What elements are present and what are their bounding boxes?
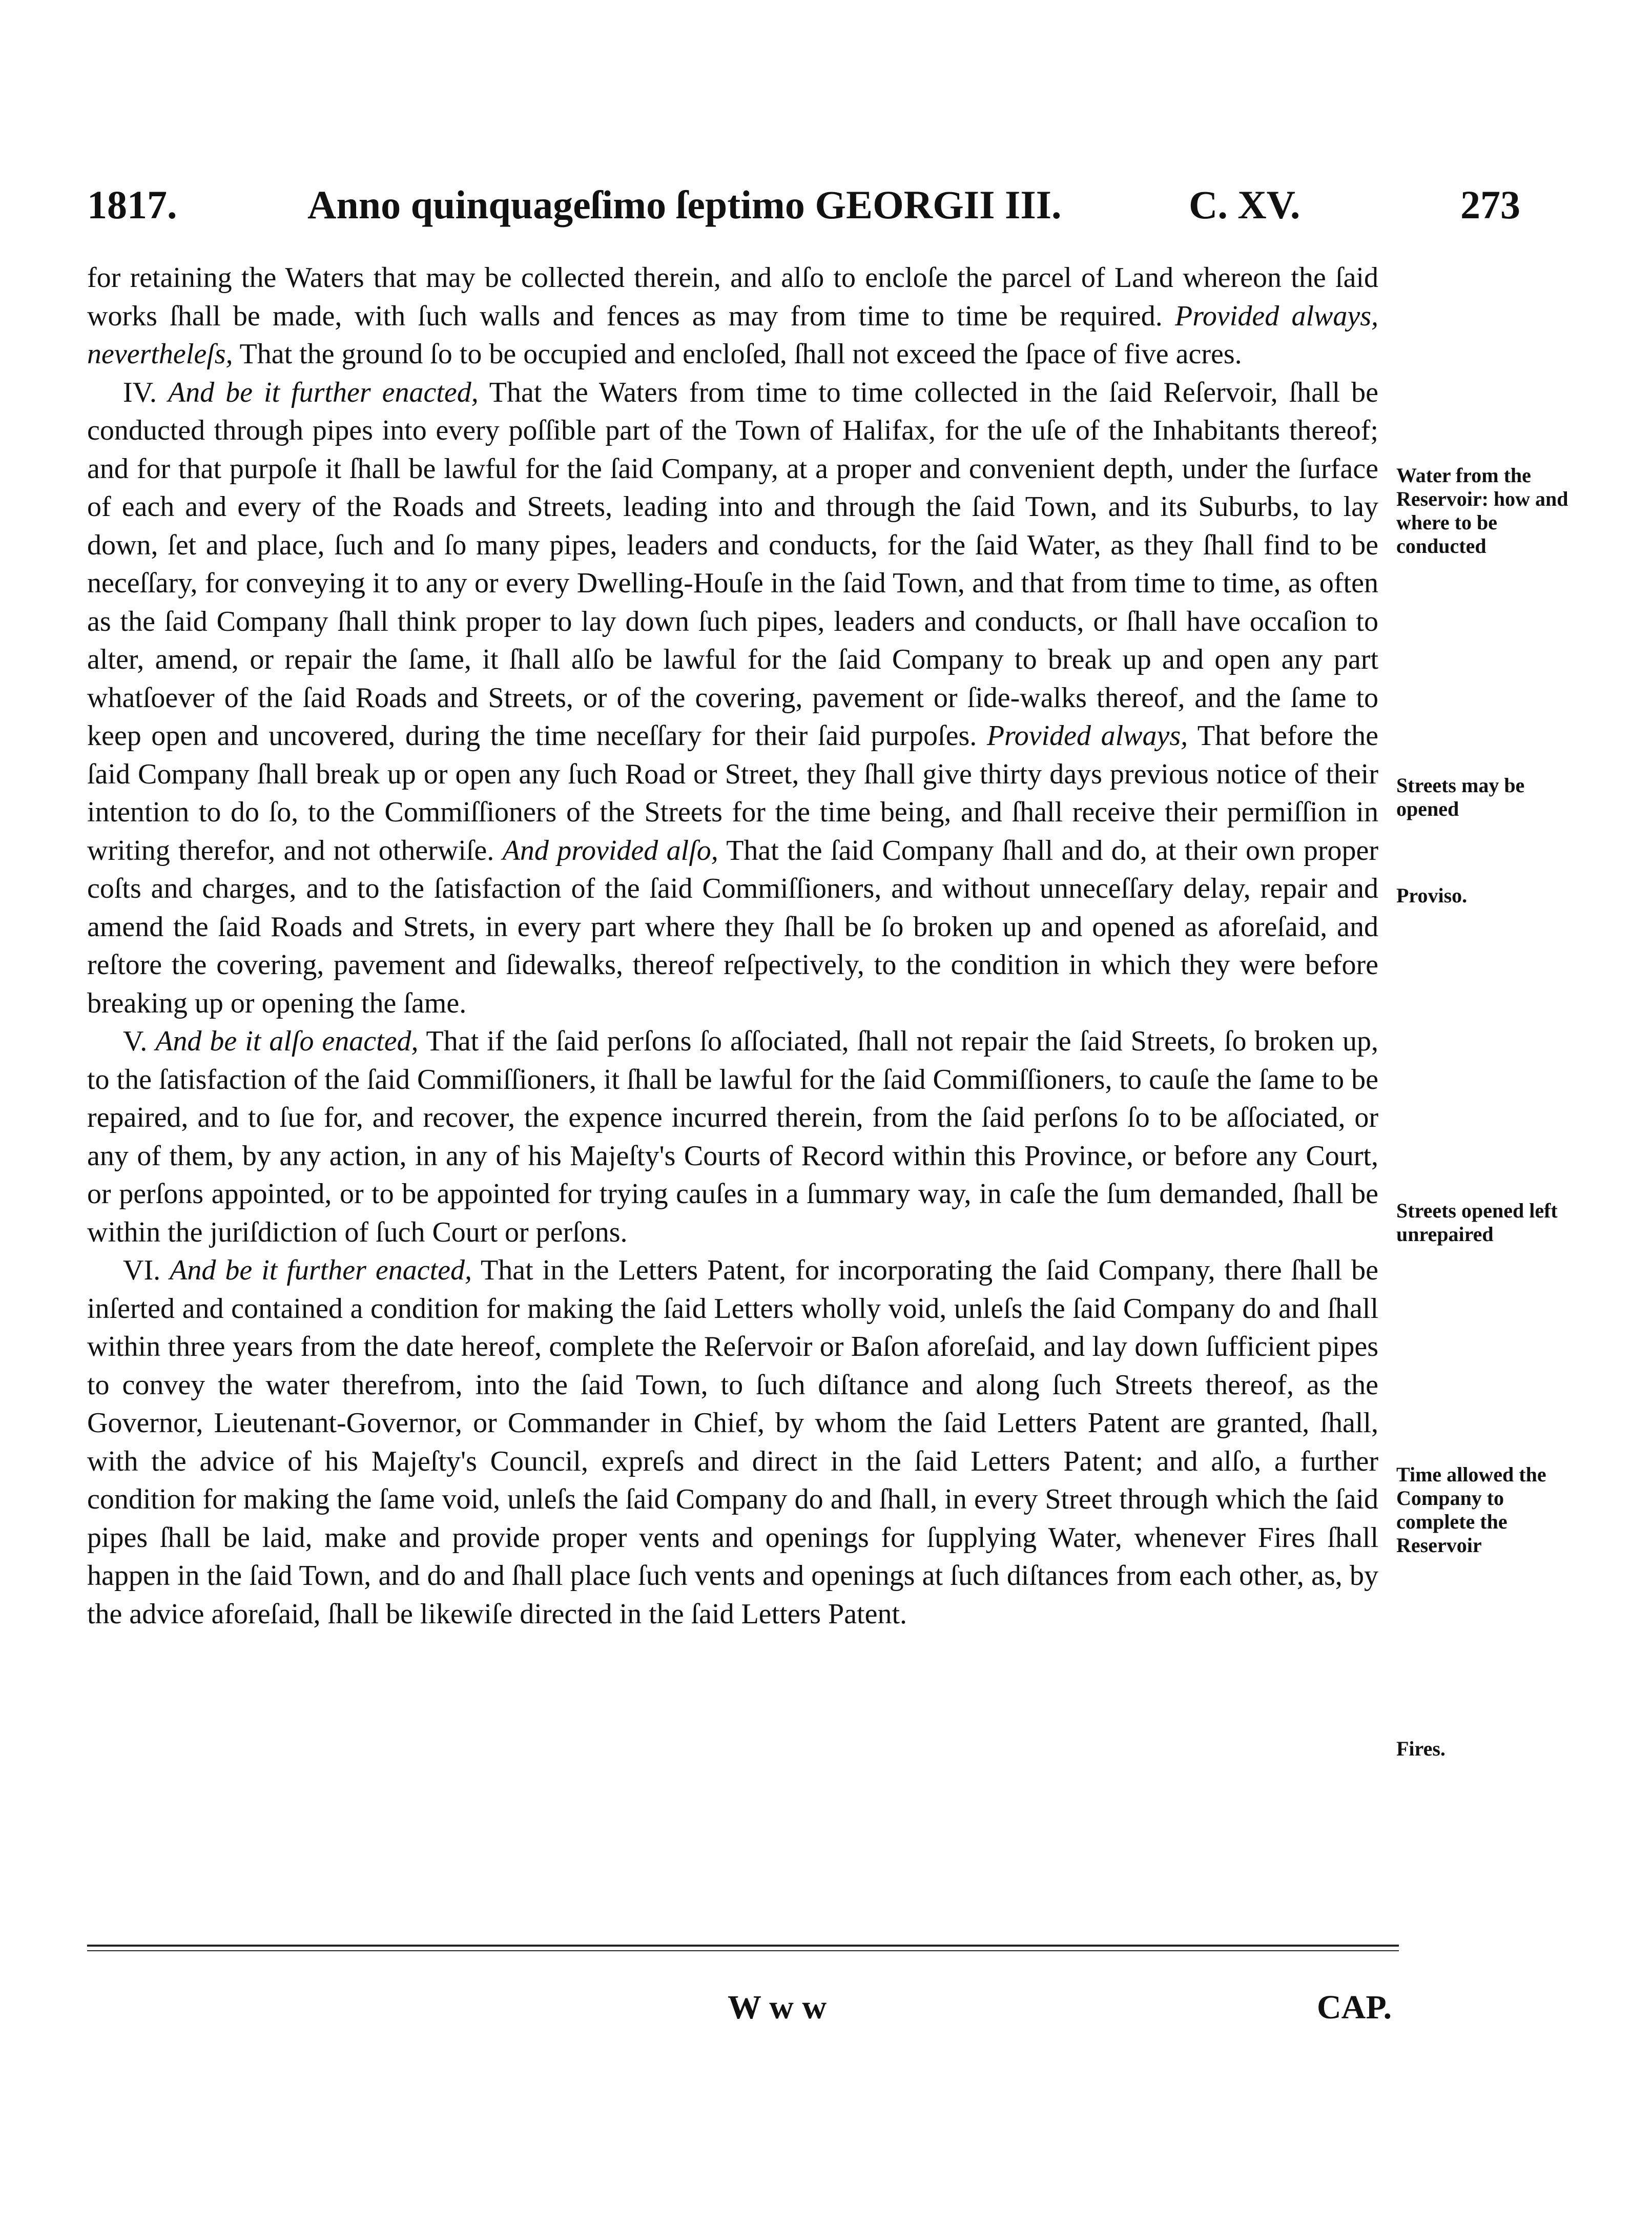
section-text: That the ſaid Company ſhall and do, at their own proper coſts and charges, and to the ſatisfaction of the ſaid Commiſſioners, and without unneceſſary delay, repair and amend the ſaid Roads and Strets, in every part where they ſhall be ſo broken up and opened as aforeſaid, and reſtore the covering, pavement and ſidewalks, thereof reſpectively, to the condition in which they were before breaking up or opening the ſame. (87, 834, 1379, 1019)
section-number: IV. (123, 376, 157, 408)
section-vi (87, 1251, 1378, 1633)
footer-rule (87, 1945, 1399, 1947)
footer-rule-thin (87, 1950, 1399, 1951)
proviso-phrase: And provided alſo, (502, 834, 718, 866)
header-title: Anno quinquageſimo ſeptimo GEORGII III. (307, 182, 1062, 227)
enacting-phrase: And be it further enacted, (170, 1254, 472, 1286)
margin-note-streets-opened: Streets may be opened (1396, 774, 1525, 820)
header-chapter: C. XV. (1189, 182, 1300, 227)
signature-mark: W w w (728, 1989, 827, 2026)
section-text: That if the ſaid perſons ſo aſſociated, ſhall not repair the ſaid Streets, ſo broken up, to the ſatisfaction of the ſaid Commiſſioners, it ſhall be lawful for the ſaid Commiſſioners, to cauſe the ſame to be repaired, and to ſue for, and recover, the expence incurred therein, from the ſaid perſons ſo to be aſſociated, or any of them, by any action, in any of his Majeſty's Courts of Record within this Province, or before any Court, or perſons appointed, or to be appointed for trying cauſes in a ſummary way, in caſe the ſum demanded, ſhall be within the juriſdiction of ſuch Court or perſons. (87, 1025, 1379, 1248)
continuation-text: for retaining the Waters that may be collected therein, and alſo to encloſe the parcel of Land whereon the ſaid works ſhall be made, with ſuch walls and fences as may from time to time be required. (87, 262, 1378, 332)
margin-note-time-allowed: Time allowed the Company to complete the Reservoir (1396, 1463, 1546, 1557)
section-v (87, 1022, 1378, 1251)
section-number: V. (123, 1025, 148, 1057)
proviso-phrase: Provided always, (986, 720, 1188, 752)
margin-note-water-conducted: Water from the Reservoir: how and where to be conducted (1396, 464, 1568, 558)
header-year: 1817. (87, 182, 177, 227)
statute-body (87, 259, 1378, 1633)
running-header (87, 182, 1573, 238)
section-text: That in the Letters Patent, for incorporating the ſaid Company, there ſhall be inſerted and contained a condition for making the ſaid Letters wholly void, unleſs the ſaid Company do and ſhall within three years from the date hereof, complete the Reſervoir or Baſon aforeſaid, and lay down ſufficient pipes to convey the water therefrom, into the ſaid Town, to ſuch diſtance and along ſuch Streets thereof, as the Governor, Lieutenant-Governor, or Commander in Chief, by whom the ſaid Letters Patent are granted, ſhall, with the advice of his Majeſty's Council, expreſs and direct in the ſaid Letters Patent; and alſo, a further condition for making the ſame void, unleſs the ſaid Company do and ſhall, in every Street through which the ſaid pipes ſhall be laid, make and provide proper vents and openings for ſupplying Water, whenever Fires ſhall happen in the ſaid Town, and do and ſhall place ſuch vents and openings at ſuch diſtances from each other, as, by the advice aforeſaid, ſhall be likewiſe directed in the ſaid Letters Patent. (87, 1254, 1378, 1630)
proviso-phrase: Provided always, nevertheleſs, (87, 300, 1379, 370)
page-number: 273 (1460, 182, 1520, 227)
section-text: That before the ſaid Company ſhall break up or open any ſuch Road or Street, they ſhall give thirty days previous notice of their intention to do ſo, to the Commiſſioners of the Streets for the time being, and ſhall receive their permiſſion in writing therefor, and not otherwiſe. (87, 720, 1378, 866)
margin-note-fires: Fires. (1396, 1737, 1446, 1760)
paragraph-continuation (87, 259, 1378, 374)
margin-note-left-unrepaired: Streets opened left unrepaired (1396, 1199, 1558, 1246)
enacting-phrase: And be it further enacted, (168, 376, 479, 408)
catchword: CAP. (1317, 1989, 1392, 2026)
margin-note-proviso: Proviso. (1396, 884, 1468, 907)
continuation-text-rest: That the ground ſo to be occupied and encloſed, ſhall not exceed the ſpace of five acres. (239, 338, 1242, 370)
section-number: VI. (123, 1254, 161, 1286)
enacting-phrase: And be it alſo enacted, (155, 1025, 419, 1057)
section-iv (87, 374, 1378, 1023)
section-text: That the Waters from time to time collected in the ſaid Reſervoir, ſhall be conducted through pipes into every poſſible part of the Town of Halifax, for the uſe of the Inhabitants thereof; and for that purpoſe it ſhall be lawful for the ſaid Company, at a proper and convenient depth, under the ſurface of each and every of the Roads and Streets, leading into and through the ſaid Town, and its Suburbs, to lay down, ſet and place, ſuch and ſo many pipes, leaders and conducts, for the ſaid Water, as they ſhall find to be neceſſary, for conveying it to any or every Dwelling-Houſe in the ſaid Town, and that from time to time, as often as the ſaid Company ſhall think proper to lay down ſuch pipes, leaders and conducts, or ſhall have occaſion to alter, amend, or repair the ſame, it ſhall alſo be lawful for the ſaid Company to break up and open any part whatſoever of the ſaid Roads and Streets, or of the covering, pavement or ſide-walks thereof, and the ſame to keep open and uncovered, during the time neceſſary for their ſaid purpoſes. (87, 376, 1378, 752)
